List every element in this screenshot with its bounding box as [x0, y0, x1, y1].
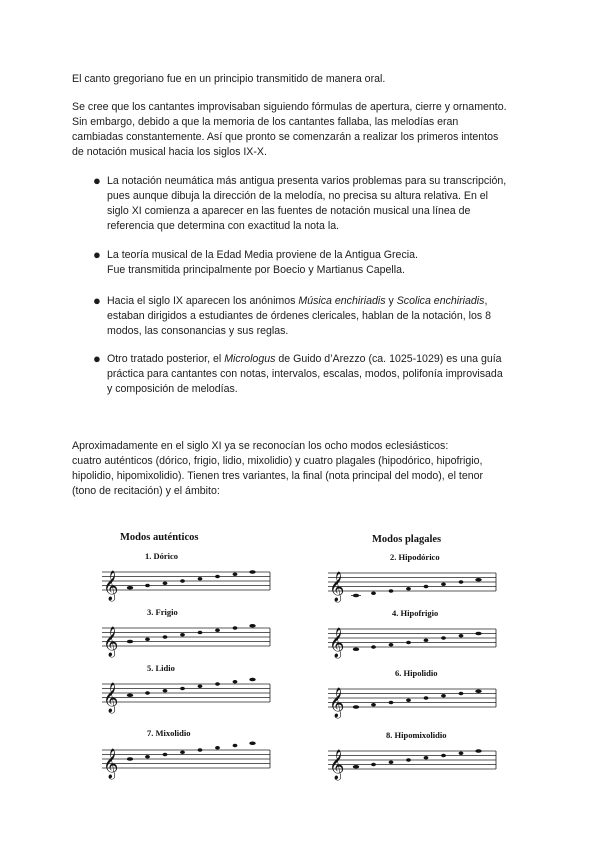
- text-line: y composición de melodías.: [107, 383, 238, 395]
- mode-label: 8. Hipomixolidio: [386, 730, 447, 740]
- note-head: [424, 756, 429, 760]
- treble-clef-icon: 𝄞: [103, 627, 119, 657]
- staff-hypophrygian: [328, 621, 498, 658]
- note-head: [127, 693, 133, 697]
- bullet-music-theory: [107, 248, 527, 278]
- note-head: [371, 763, 376, 767]
- staff-mixolydian: [102, 742, 272, 779]
- note-head: [389, 589, 394, 593]
- note-head: [406, 758, 411, 762]
- note-head: [353, 765, 359, 769]
- note-head: [459, 634, 464, 638]
- note-head: [145, 637, 150, 641]
- bullet-marker: ●: [93, 247, 101, 262]
- authentic-modes-title: Modos auténticos: [120, 532, 199, 543]
- note-head: [353, 705, 359, 709]
- text-line: modos, las consonancias y sus reglas.: [107, 325, 289, 337]
- treble-clef-icon: 𝄞: [103, 571, 119, 601]
- treble-clef-icon: 𝄞: [329, 750, 345, 780]
- text-line: La notación neumática más antigua presenta varios problemas para su transcripción,: [107, 175, 507, 187]
- note-head: [475, 749, 481, 753]
- treble-clef-icon: 𝄞: [329, 628, 345, 658]
- text-line: cuatro auténticos (dórico, frigio, lidio, mixolidio) y cuatro plagales (hipodórico, hipofrigio,: [72, 455, 483, 467]
- note-head: [233, 626, 238, 630]
- text-line: pues aunque dibuja la dirección de la melodía, no precisa su altura relativa. En el: [107, 190, 489, 202]
- note-head: [215, 575, 220, 579]
- mode-label: 1. Dórico: [145, 551, 179, 561]
- text-line: referencia que determina con exactitud la nota la.: [107, 220, 340, 232]
- staff-lydian: [102, 676, 272, 713]
- bullet-enchiriadis: [107, 294, 527, 339]
- modes-paragraph: [72, 439, 542, 499]
- note-head: [441, 754, 446, 758]
- note-head: [180, 633, 185, 637]
- note-head: [145, 584, 150, 588]
- note-head: [198, 577, 203, 581]
- note-head: [441, 582, 446, 586]
- note-head: [459, 692, 464, 696]
- text-line: siglo XI comienza a aparecer en las fuentes de notación musical una línea de: [107, 205, 471, 217]
- note-head: [406, 698, 411, 702]
- note-head: [198, 631, 203, 635]
- note-head: [233, 680, 238, 684]
- note-head: [249, 741, 255, 745]
- note-head: [163, 689, 168, 693]
- treble-clef-icon: 𝄞: [103, 749, 119, 779]
- note-head: [441, 636, 446, 640]
- plagal-modes-title: Modos plagales: [372, 534, 442, 545]
- note-head: [145, 691, 150, 695]
- text-line: Fue transmitida principalmente por Boecio y Martianus Capella.: [107, 264, 405, 276]
- text-line: hipolidio, hipomixolidio). Tienen tres variantes, la final (nota principal del modo), el tenor: [72, 470, 484, 482]
- note-head: [406, 587, 411, 591]
- text-line: Hacia el siglo IX aparecen los anónimos Música enchiriadis y Scolica enchiriadis,: [107, 295, 488, 307]
- bullet-micrologus: [107, 352, 527, 397]
- note-head: [475, 689, 481, 693]
- note-head: [145, 755, 150, 759]
- note-head: [233, 572, 238, 576]
- text-line: estaban dirigidos a estudiantes de órdenes clericales, hablan de la notación, los 8: [107, 310, 491, 322]
- note-head: [475, 578, 481, 582]
- note-head: [180, 579, 185, 583]
- mode-label: 7. Mixolidio: [147, 728, 191, 738]
- note-head: [424, 696, 429, 700]
- note-head: [441, 694, 446, 698]
- text-line: Otro tratado posterior, el Micrologus de Guido d’Arezzo (ca. 1025-1029) es una guía: [107, 353, 502, 365]
- mode-label: 4. Hipofrigio: [392, 608, 439, 618]
- bullet-neumatic-notation: [107, 174, 527, 234]
- treatise-title: Música enchiriadis: [298, 295, 386, 307]
- note-head: [459, 580, 464, 584]
- mode-label: 6. Hipolidio: [395, 668, 438, 678]
- treble-clef-icon: 𝄞: [329, 572, 345, 602]
- bullet-marker: ●: [93, 173, 101, 188]
- note-head: [163, 581, 168, 585]
- note-head: [127, 640, 133, 644]
- note-head: [249, 624, 255, 628]
- note-head: [127, 586, 133, 590]
- treatise-title: Micrologus: [224, 353, 276, 365]
- mode-label: 5. Lidio: [147, 663, 175, 673]
- note-head: [198, 684, 203, 688]
- bullet-marker: ●: [93, 293, 101, 308]
- note-head: [371, 591, 376, 595]
- text-line: (tono de recitación) y el ámbito:: [72, 485, 220, 497]
- note-head: [389, 760, 394, 764]
- note-head: [163, 635, 168, 639]
- note-head: [389, 643, 394, 647]
- staff-phrygian: [102, 620, 272, 657]
- note-head: [249, 570, 255, 574]
- treatise-title: Scolica enchiriadis: [396, 295, 485, 307]
- mode-label: 2. Hipodórico: [390, 552, 440, 562]
- text-line: Se cree que los cantantes improvisaban siguiendo fórmulas de apertura, cierre y ornamento.: [72, 101, 507, 113]
- note-head: [215, 682, 220, 686]
- note-head: [406, 641, 411, 645]
- text-line: práctica para cantantes con notas, intervalos, escalas, modos, polifonía improvisada: [107, 368, 503, 380]
- notation-paragraph: [72, 100, 542, 160]
- church-modes-figure: [90, 522, 510, 802]
- note-head: [389, 701, 394, 705]
- note-head: [215, 746, 220, 750]
- treble-clef-icon: 𝄞: [103, 683, 119, 713]
- staff-hypomixolydian: [328, 743, 498, 780]
- staff-hypodorian: [328, 565, 498, 602]
- text-line: La teoría musical de la Edad Media proviene de la Antigua Grecia.: [107, 249, 418, 261]
- text-line: Sin embargo, debido a que la memoria de los cantantes fallaba, las melodías eran: [72, 116, 459, 128]
- note-head: [353, 647, 359, 651]
- note-head: [249, 678, 255, 682]
- note-head: [163, 753, 168, 757]
- note-head: [371, 703, 376, 707]
- intro-paragraph: El canto gregoriano fue en un principio transmitido de manera oral.: [72, 73, 386, 85]
- note-head: [127, 757, 133, 761]
- note-head: [180, 687, 185, 691]
- note-head: [424, 585, 429, 589]
- bullet-marker: ●: [93, 351, 101, 366]
- text-line: cambiadas constantemente. Así que pronto se comenzarán a realizar los primeros intentos: [72, 131, 499, 143]
- treble-clef-icon: 𝄞: [329, 688, 345, 718]
- note-head: [198, 748, 203, 752]
- note-head: [424, 638, 429, 642]
- note-head: [180, 750, 185, 754]
- note-head: [233, 744, 238, 748]
- text-line: Aproximadamente en el siglo XI ya se reconocían los ocho modos eclesiásticos:: [72, 440, 449, 452]
- note-head: [459, 751, 464, 755]
- staff-hypolydian: [328, 681, 498, 718]
- mode-label: 3. Frigio: [147, 607, 178, 617]
- note-head: [475, 632, 481, 636]
- note-head: [215, 628, 220, 632]
- staff-dorian: [102, 564, 272, 601]
- note-head: [371, 645, 376, 649]
- text-line: de notación musical hacia los siglos IX-X.: [72, 146, 267, 158]
